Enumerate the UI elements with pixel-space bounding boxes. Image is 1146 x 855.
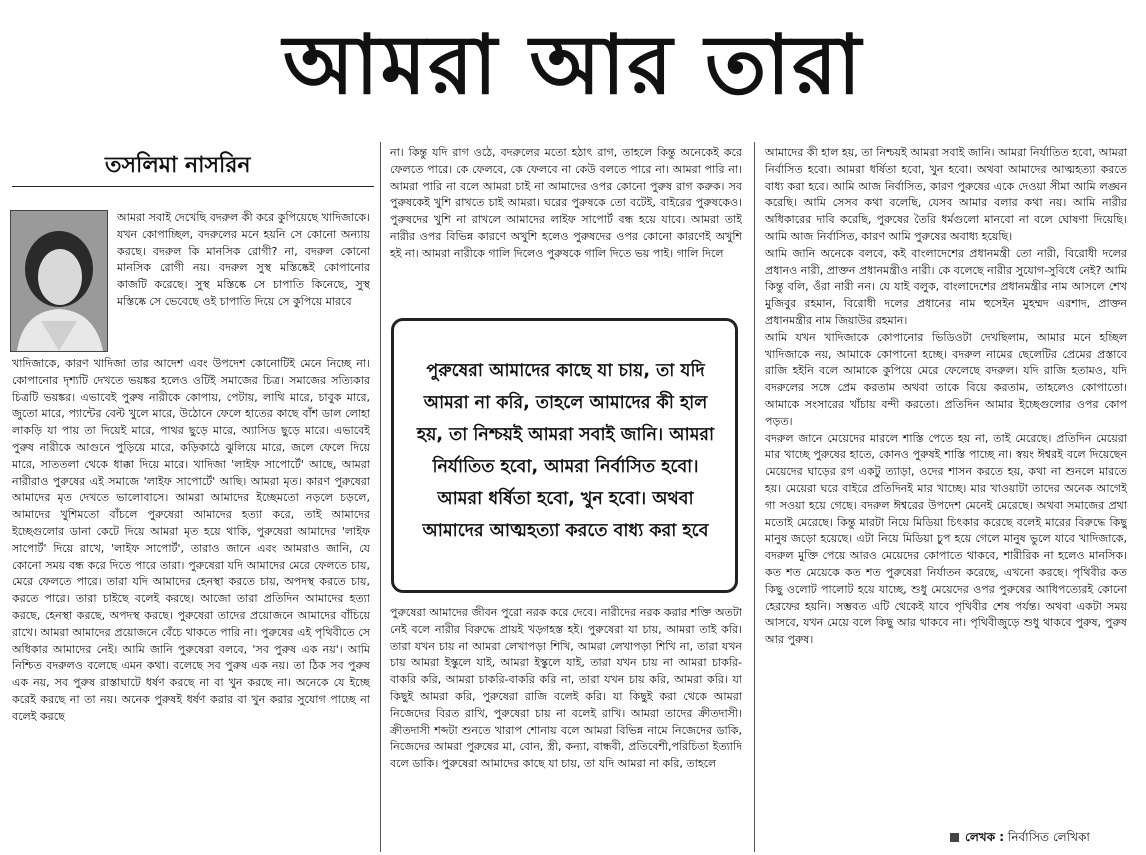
byline-divider (12, 186, 374, 187)
paragraph: না। কিন্তু যদি রাগ ওঠে, বদরুলের মতো হঠাৎ রাগ, তাহলে কিন্তু অনেকেই করে ফেলতে পারে। কে ফেলবে, কে ফেলবে না কেউ বলতে পারে না। আমরা পারি না। আমরা পারি না বলে আমরা চাই না আমাদের ওপর কোনো পুরুষ রাগ করুক। সব পুরুষকেই খুশি রাখতে চাই আমরা। ঘরের পুরুষকে তো বটেই, বাইরের পুরুষকেও। পুরুষদের খুশি না রাখলে আমাদের লাইফ সাপোর্ট বন্ধ হয়ে যাবে। আমরা তাই নারীর ওপর বিভিন্ন কারণে অখুশি হলেও পুরুষদের ওপর কোনো কারণেই অখুশি হই না। আমরা নারীকে গালি দিলেও পুরুষকে গালি দিতে ভয় পাই। গালি দিলে (390, 146, 742, 260)
paragraph: বদরুল জানে মেয়েদের মারলে শাস্তি পেতে হয় না, তাই মেরেছে। প্রতিদিন মেয়েরা মার খাচ্ছে পুরুষের হাতে, কোনও পুরুষই শাস্তি পাচ্ছে না। স্বয়ং ঈশ্বরই বলে দিয়েছেন মেয়েদের ঘাড়ের রগ একটু ত্যাড়া, ওদের শাসন করতে হয়, কথা না শুনলে মারতে হয়। মেয়েরা ঘরে বাইরে প্রতিদিনই মার খাচ্ছে। মার খাওয়াটা তাদের অনেক আগেই গা সওয়া হয়ে গেছে। বদরুল ঈশ্বরের উপদেশ মেনেই মেরেছে। অথবা সমাজের প্রথা মতোই মেরেছে। কিন্তু মারটা নিয়ে মিডিয়া চিৎকার করেছে বলেই মারের বিরুদ্ধে কিছু মানুষ জড়ো হয়েছে। এটা নিয়ে মিডিয়া চুপ হয়ে গেলে মানুষ ভুলে যাবে খাদিজাকে, বদরুল মুক্তি পেয়ে আরও মেয়েদের কোপাতে থাকবে, শারীরিক না হলেও মানসিক। কত শত মেয়েকে কত শত পুরুষেরা নির্যাতন করেছে, এখনো করছে। পৃথিবীর কত কিছু ওলোট পালোট হয়ে যাচ্ছে, শুধু মেয়েদের ওপর পুরুষের আধিপত্যেরই কোনো হেরফের হয়নি। সম্ভবত এটি থেকেই যাবে পৃথিবীর শেষ পর্যন্ত। অথবা একটা সময় আসবে, যখন মেয়ে বলে কিছু আর থাকবে না। পৃথিবীজুড়ে শুধু থাকবে পুরুষ, পুরুষ আর পুরুষ। (765, 431, 1127, 647)
column-3 (765, 145, 1127, 825)
column-divider-right (754, 142, 755, 852)
paragraph: আমরা সবাই দেখেছি বদরুল কী করে কুপিয়েছে খাদিজাকে। যখন কোপাচ্ছিল, বদরুলের মনে হয়নি সে কোনো অন্যায় করছে। বদরুল কি মানসিক রোগী? না, বদরুল কোনো মানসিক রোগী নয়। বদরুল সুস্থ মস্তিষ্কেই কোপানোর কাজটি করেছে। সুস্থ মস্তিষ্কে সে চাপাতি কিনেছে, সুস্থ মস্তিষ্কে সে ভেবেছে ওই চাপাতি দিয়ে সে কুপিয়ে মারবে (117, 211, 370, 308)
column-divider-left (380, 142, 381, 852)
paragraph: পুরুষেরা আমাদের জীবন পুরো নরক করে দেবে। নারীদের নরক করার শক্তি অতটা নেই বলে নারীর বিরুদ্ধে প্রায়ই খড়্গহস্ত হই। পুরুষেরা যা চায়, আমরা তাই করি। তারা যখন চায় না আমরা লেখাপড়া শিখি, আমরা লেখাপড়া শিখি না, তারা যখন চায় আমরা ইস্কুলে যাই, আমরা ইস্কুলে যাই, তারা যখন চায় না আমরা চাকরি-বাকরি করি, আমরা চাকরি-বাকরি করি না, তারা যখন চায় করি, আমরা করি। যা কিছুই আমরা করি, পুরুষেরা রাজি বলেই করি। যা কিছুই করা থেকে আমরা নিজেদের বিরত রাখি, পুরুষেরা চায় না বলেই রাখি। আমরা তাদের ক্রীতদাসী। ক্রীতদাসী শব্দটা শুনতে খারাপ শোনায় বলে আমরা বিভিন্ন নামে নিজেদের ডাকি, নিজেদের আমরা পুরুষের মা, বোন, স্ত্রী, কন্যা, বান্ধবী, প্রতিবেশী,পরিচিতা ইত্যাদি বলে ডাকি। পুরুষেরা আমাদের কাছে যা চায়, তা যদি আমরা না করি, তাহলে (390, 606, 742, 771)
paragraph: আমাদের কী হাল হয়, তা নিশ্চয়ই আমরা সবাই জানি। আমরা নির্যাতিত হবো, আমরা নির্বাসিত হবো। আমরা ধর্ষিতা হবো, খুন হবো। অথবা আমাদের আত্মহত্যা করতে বাধ্য করা হবে। আমি আজ নির্বাসিত, কারণ পুরুষের একে দেওয়া সীমা আমি লঙ্ঘন করেছি। আমি সেসব কথা বলেছি, যেসব আমার বলার কথা নয়। আমি নারীর অধিকারের দাবি করেছি, পুরুষের তৈরি ধর্মগুলো মানবো না বলে ঘোষণা দিয়েছি। আমি আজ নির্বাসিত, কারণ আমি পুরুষের অবাধ্য হয়েছি। (765, 146, 1127, 243)
author-photo (10, 210, 108, 352)
column-2-top (390, 145, 742, 313)
pull-quote: পুরুষেরা আমাদের কাছে যা চায়, তা যদি আমরা না করি, তাহলে আমাদের কী হাল হয়, তা নিশ্চয়ই আমরা সবাই জানি। আমরা নির্যাতিত হবো, আমরা নির্বাসিত হবো। আমরা ধর্ষিতা হবো, খুন হবো। অথবা আমাদের আত্মহত্যা করতে বাধ্য করা হবে (391, 318, 738, 593)
author-credit (950, 829, 1090, 849)
headline: আমরা আর তারা (282, 17, 864, 113)
column-2-bottom (390, 605, 742, 853)
paragraph: আমি যখন খাদিজাকে কোপানোর ভিডিওটা দেখছিলাম, আমার মনে হচ্ছিল খাদিজাকে নয়, আমাকে কোপানো হচ্ছে। বদরুল নামের ছেলেটির প্রেমের প্রস্তাবে রাজি হইনি বলে আমাকে কুপিয়ে মেরে ফেলেছে বদরুল। যদি রাজি হতামও, যদি বদরুলের সঙ্গে প্রেম করতাম অথবা তাকে বিয়ে করতাম, তাহলেও কোপাতো। আমাকে সংসারের খাঁচায় বন্দী করতো। প্রতিদিন আমার ইচ্ছেগুলোর ওপর কোপ পড়ত। (765, 330, 1127, 428)
column-1-intro (117, 210, 370, 370)
author-byline: তসলিমা নাসরিন (105, 152, 251, 178)
author-credit-text: নির্বাসিত লেখিকা (1007, 830, 1090, 844)
paragraph: খাদিজাকে, কারণ খাদিজা তার আদেশ এবং উপদেশ কোনোটিই মেনে নিচ্ছে না। কোপানোর দৃশ্যটি দেখতে ভয়ঙ্কর হলেও ওটিই সমাজের চিত্র। সমাজের সত্যিকার চিত্রটি ভয়ঙ্কর। এভাবেই পুরুষ নারীকে কোপায়, পেটায়, লাথি মারে, চাবুক মারে, জুতো মারে, প্যান্টের বেল্ট খুলে মারে, উঠোনে ফেলে হাতের কাছে বাঁশ ডাল লোহা লাকড়ি যা পায় তা দিয়েই মারে, পাথর ছুড়ে মারে, অ্যাসিড ছুড়ে মারে। এভাবেই পুরুষ নারীকে আগুনে পুড়িয়ে মারে, কড়িকাঠে ঝুলিয়ে মারে, জলে ফেলে দিয়ে মারে, সাততলা থেকে ধাক্কা দিয়ে মারে। খাদিজা 'লাইফ সাপোর্টে' আছে, আমরা নারীরাও পুরুষের এই সমাজে 'লাইফ সাপোর্টে' আছি। আমরা মৃত। কারণ পুরুষেরা আমাদের মৃত দেখতে ভালোবাসে। আমরা আমাদের ইচ্ছেমতো নড়লে চড়লে, আমাদের খুশিমতো বাঁচলে পুরুষেরা আমাদের হত্যা করে, তাই আমাদের ইচ্ছেগুলোর ডানা কেটে দিয়ে আমরা মৃত হয়ে থাকি, পুরুষেরা আমাদের 'লাইফ সাপোর্ট' দিয়ে রাখে, 'লাইফ সাপোর্ট', তারাও জানে এবং আমরাও জানি, যে কোনো সময় বন্ধ করে দিতে পারে তারা। পুরুষেরা যদি আমাদের মেরে ফেলতে চায়, মেরে ফেলতে পারে। তারা যদি আমাদের হেনস্থা করতে চায়, অপদস্থ করতে চায়, করতে পারে। তারা চাইছে বলেই করছে। আজো তারা প্রতিদিন আমাদের হত্যা করছে, হেনস্থা করছে, অপদস্থ করছে। পুরুষেরা তাদের প্রয়োজনে আমাদের বাঁচিয়ে রাখে। আমরা আমাদের প্রয়োজনে বেঁচে থাকতে পারি না। পুরুষের এই পৃথিবীতে সে অধিকার আমাদের নেই। আমি জানি পুরুষেরা বলবে, 'সব পুরুষ এক নয়'। আমি নিশ্চিত বদরুলও বলেছে এমন কথা। বলেছে সব পুরুষ এক নয়। তা ঠিক সব পুরুষ এক নয়, সব পুরুষ রাস্তাঘাটে ধর্ষণ করছে না বা খুন করছে না। অনেকে যে ইচ্ছে করেই করছে না তা নয়। অনেক পুরুষই ধর্ষণ করার বা খুন করার সুযোগ পাচ্ছে না বলেই করছে (12, 357, 370, 723)
column-1-body (12, 356, 370, 852)
square-bullet-icon (950, 833, 959, 842)
author-credit-label: লেখক : (965, 830, 1005, 844)
paragraph: আমি জানি অনেকে বলবে, কই বাংলাদেশের প্রধানমন্ত্রী তো নারী, বিরোধী দলের প্রধানও নারী, প্রাক্তন প্রধানমন্ত্রীও নারী। কে বলেছে নারীর সুযোগ-সুবিধে নেই? আমি কিন্তু বলি, ওঁরা নারী নন। যে যাই বলুক, বাংলাদেশের প্রধানমন্ত্রীর নাম আসলে শেখ মুজিবুর রহমান, বিরোধী দলের প্রধানের নাম হুসেইন মুহম্মদ এরশাদ, প্রাক্তন প্রধানমন্ত্রীর নাম জিয়াউর রহমান। (765, 246, 1127, 327)
